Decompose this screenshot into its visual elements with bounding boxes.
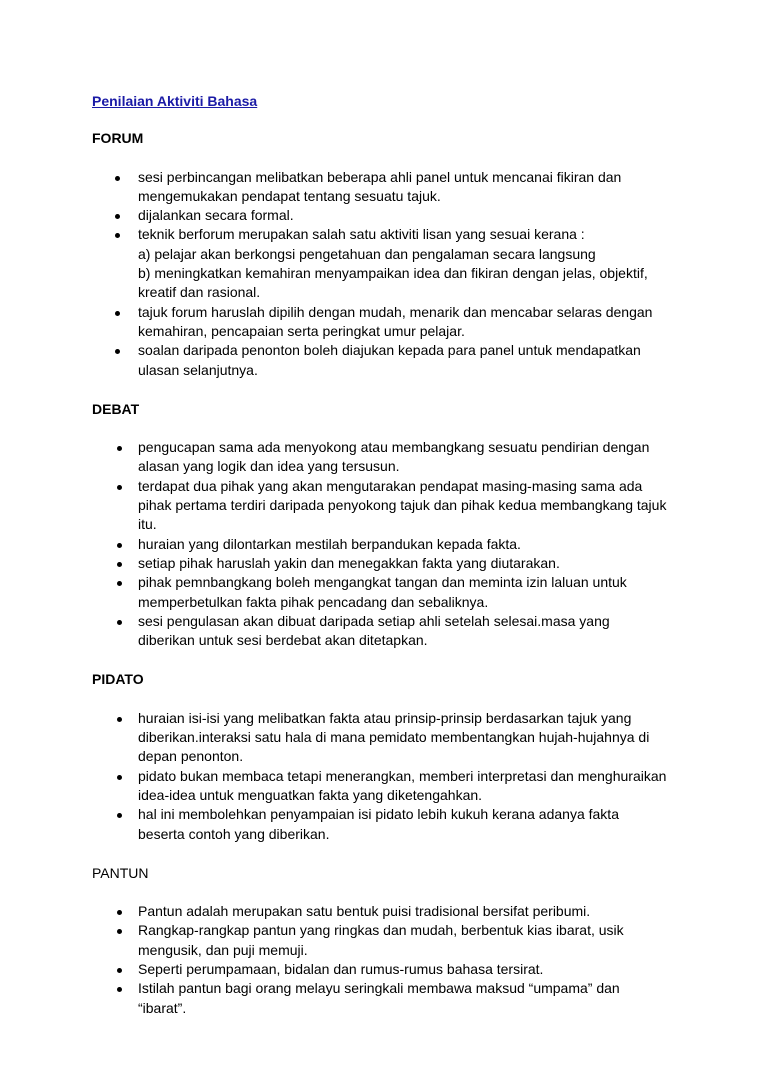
list-item [92,225,692,302]
bullet-icon [117,485,122,490]
list-item [92,341,692,380]
list-item [92,303,692,342]
bullet-icon [117,813,122,818]
list-item-line: diberikan.interaksi satu hala di mana pemidato membentangkan hujah-hujahnya di [138,729,650,746]
list-item-line: diberikan untuk sesi berdebat akan ditetapkan. [138,632,428,649]
list-item-line: sesi pengulasan akan dibuat daripada setiap ahli setelah selesai.masa yang [138,612,610,629]
list-item-line: ulasan selanjutnya. [138,361,258,378]
bullet-icon [117,543,122,548]
list-item-line: mengusik, dan puji memuji. [138,941,308,958]
debat-list [92,438,692,650]
list-item-line: pihak pemnbangkang boleh mengangkat tangan dan meminta izin laluan untuk [138,574,627,591]
bullet-icon [115,349,120,354]
list-item-line: kemahiran, pencapaian serta peringkat umur pelajar. [138,322,465,339]
debat-heading: DEBAT [92,400,140,417]
document-page [92,92,692,1038]
list-item-line: mengemukakan pendapat tentang sesuatu tajuk. [138,187,441,204]
list-item [92,535,692,554]
bullet-icon [117,562,122,567]
bullet-icon [117,620,122,625]
list-item [92,767,692,806]
list-item-line: depan penonton. [138,748,244,765]
list-item [92,921,692,960]
list-item-line: idea-idea untuk menguatkan fakta yang diketengahkan. [138,786,483,803]
list-item-line: pengucapan sama ada menyokong atau membangkang sesuatu pendirian dengan [138,439,650,456]
list-item-line: b) meningkatkan kemahiran menyampaikan idea dan fikiran dengan jelas, objektif, [138,265,648,282]
bullet-icon [117,910,122,915]
list-item [92,709,692,767]
forum-list [92,168,692,380]
list-item-line: setiap pihak haruslah yakin dan menegakkan fakta yang diutarakan. [138,554,560,571]
forum-heading: FORUM [92,130,144,147]
list-item-line: Rangkap-rangkap pantun yang ringkas dan mudah, berbentuk kias ibarat, usik [138,922,624,939]
section-pantun [92,864,692,1018]
list-item [92,902,692,921]
list-item [92,960,692,979]
list-item-line: Seperti perumpamaan, bidalan dan rumus-rumus bahasa tersirat. [138,960,544,977]
list-item-line: pihak pertama terdiri daripada penyokong tajuk dan pihak kedua membangkang tajuk [138,497,667,514]
list-item-line: Pantun adalah merupakan satu bentuk puisi tradisional bersifat peribumi. [138,903,591,920]
list-item [92,979,692,1018]
list-item-line: teknik berforum merupakan salah satu aktiviti lisan yang sesuai kerana : [138,226,585,243]
pantun-list [92,902,692,1018]
bullet-icon [117,968,122,973]
bullet-icon [117,987,122,992]
list-item-line: alasan yang logik dan idea yang tersusun. [138,458,400,475]
section-forum [92,129,692,380]
list-item [92,805,692,844]
list-item [92,573,692,612]
section-pidato [92,670,692,843]
list-item [92,477,692,535]
list-item [92,438,692,477]
bullet-icon [115,176,120,181]
bullet-icon [117,446,122,451]
list-item-line: kreatif dan rasional. [138,284,261,301]
list-item-line: hal ini membolehkan penyampaian isi pidato lebih kukuh kerana adanya fakta [138,806,619,823]
list-item [92,612,692,651]
list-item-line: huraian isi-isi yang melibatkan fakta atau prinsip-prinsip berdasarkan tajuk yang [138,709,632,726]
list-item-line: a) pelajar akan berkongsi pengetahuan dan pengalaman secara langsung [138,245,596,262]
bullet-icon [117,929,122,934]
list-item [92,168,692,207]
bullet-icon [115,311,120,316]
section-debat [92,400,692,651]
list-item-line: tajuk forum haruslah dipilih dengan mudah, menarik dan mencabar selaras dengan [138,303,653,320]
list-item-line: terdapat dua pihak yang akan mengutarakan pendapat masing-masing sama ada [138,477,643,494]
list-item-line: beserta contoh yang diberikan. [138,825,330,842]
pidato-list [92,709,692,844]
pidato-heading: PIDATO [92,671,144,688]
bullet-icon [115,214,120,219]
list-item-line: Istilah pantun bagi orang melayu seringkali membawa maksud “umpama” dan [138,980,620,997]
pantun-heading: PANTUN [92,864,149,881]
list-item-line: itu. [138,516,157,533]
bullet-icon [117,775,122,780]
list-item-line: memperbetulkan fakta pihak pencadang dan sebaliknya. [138,593,489,610]
bullet-icon [117,581,122,586]
list-item-line: dijalankan secara formal. [138,207,294,224]
list-item-line: “ibarat”. [138,999,187,1016]
document-title-link[interactable]: Penilaian Aktiviti Bahasa [92,93,258,109]
list-item [92,554,692,573]
list-item-line: huraian yang dilontarkan mestilah berpandukan kepada fakta. [138,535,521,552]
list-item-line: pidato bukan membaca tetapi menerangkan, memberi interpretasi dan menghuraikan [138,767,667,784]
list-item-line: soalan daripada penonton boleh diajukan kepada para panel untuk mendapatkan [138,342,641,359]
bullet-icon [117,717,122,722]
list-item [92,206,692,225]
bullet-icon [115,233,120,238]
list-item-line: sesi perbincangan melibatkan beberapa ahli panel untuk mencanai fikiran dan [138,168,622,185]
